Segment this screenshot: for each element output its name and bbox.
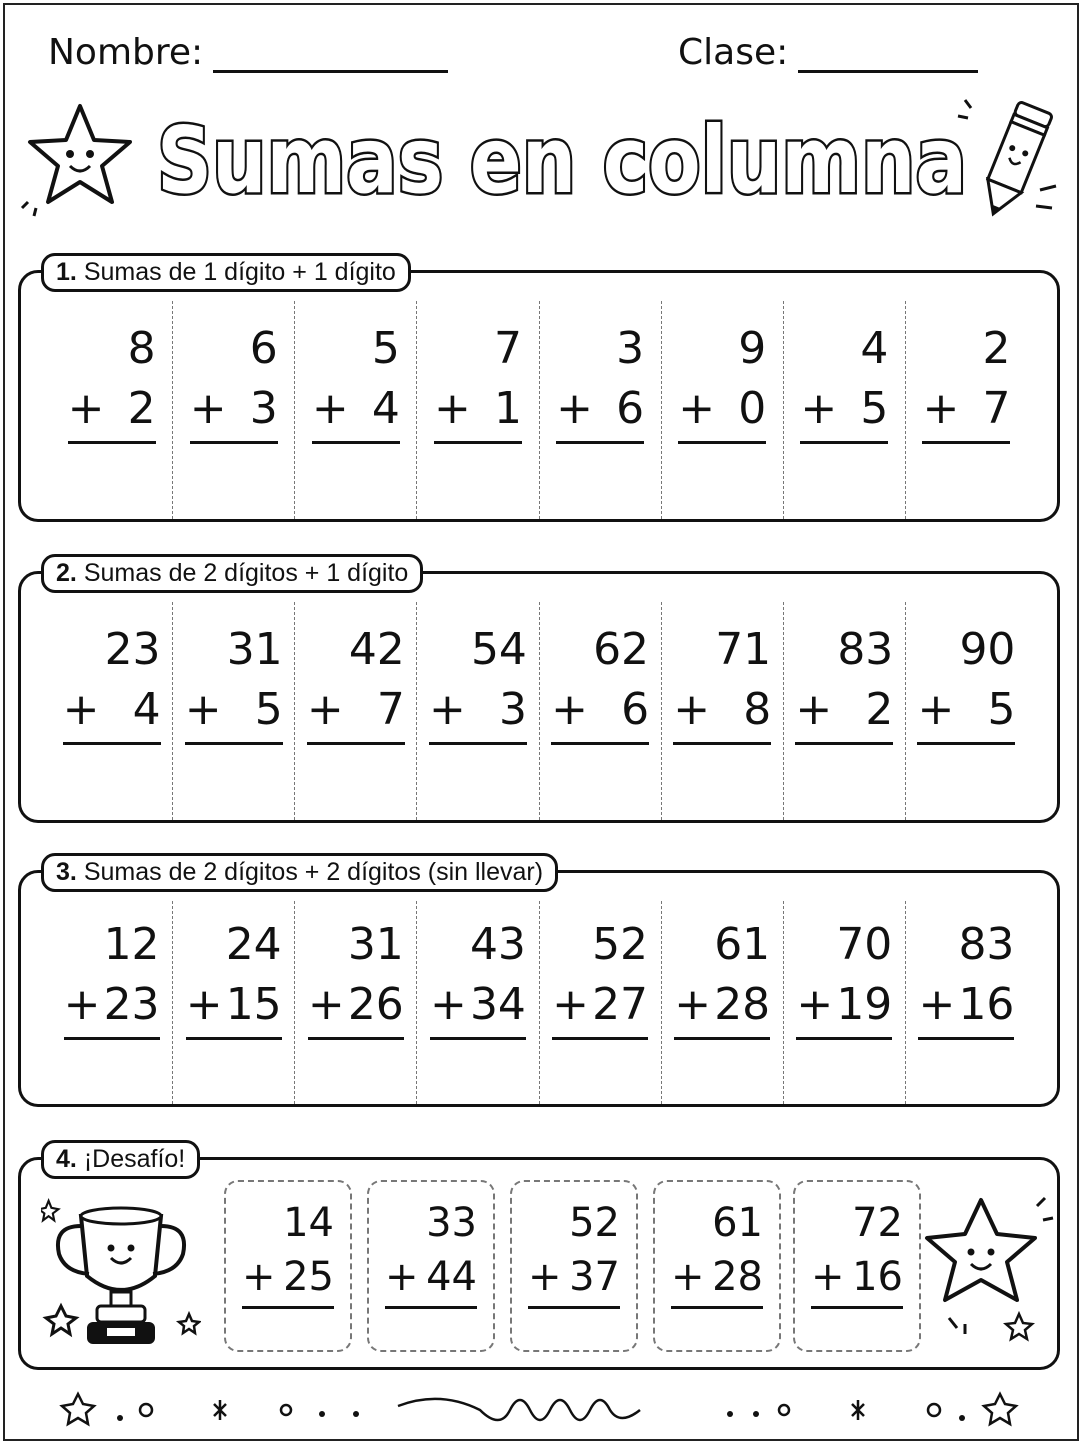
problem: 83 + 2: [795, 620, 893, 745]
answer-space[interactable]: [662, 1046, 783, 1101]
challenge-box[interactable]: [653, 1180, 781, 1352]
problem: 61 + 28: [671, 1196, 763, 1309]
answer-space[interactable]: [906, 752, 1027, 812]
challenge-box[interactable]: [224, 1180, 352, 1352]
class-label: Clase:: [678, 32, 789, 73]
section-4: [18, 1145, 1060, 1370]
problem: 71 + 8: [673, 620, 771, 745]
problem: 52 + 37: [528, 1196, 620, 1309]
problem: 5 + 4: [312, 319, 400, 444]
problem: 70 + 19: [796, 915, 892, 1040]
answer-space[interactable]: [51, 451, 172, 511]
problem: 4 + 5: [800, 319, 888, 444]
problem: 8 + 2: [68, 319, 156, 444]
star-icon: [984, 1394, 1016, 1424]
answer-space[interactable]: [417, 451, 538, 511]
problem: 23 + 4: [63, 620, 161, 745]
problem: 31 + 26: [308, 915, 404, 1040]
answer-space[interactable]: [51, 752, 172, 812]
section-3: [18, 858, 1060, 1107]
problem: 61 + 28: [674, 915, 770, 1040]
section-1-problems: [51, 301, 1027, 519]
problem: 42 + 7: [307, 620, 405, 745]
problem: 31 + 5: [185, 620, 283, 745]
answer-space[interactable]: [51, 1046, 172, 1101]
challenge-box[interactable]: [367, 1180, 495, 1352]
answer-space[interactable]: [173, 1046, 294, 1101]
section-1: [18, 258, 1060, 522]
problem: 2 + 7: [922, 319, 1010, 444]
answer-space[interactable]: [662, 752, 783, 812]
name-label: Nombre:: [48, 32, 204, 73]
section-3-label: 3. Sumas de 2 dígitos + 2 dígitos (sin llevar): [41, 853, 558, 892]
section-2-problems: [51, 602, 1027, 820]
star-mascot-icon: [919, 1188, 1059, 1358]
problem: 52 + 27: [552, 915, 648, 1040]
answer-space[interactable]: [417, 1046, 538, 1101]
name-line[interactable]: [213, 40, 448, 73]
trophy-icon: [41, 1196, 201, 1356]
problem: 83 + 16: [918, 915, 1014, 1040]
section-2-label: 2. Sumas de 2 dígitos + 1 dígito: [41, 554, 423, 593]
answer-space[interactable]: [662, 451, 783, 511]
page-title: Sumas en columna: [157, 107, 967, 214]
section-3-problems: [51, 901, 1027, 1104]
class-line[interactable]: [798, 40, 978, 73]
answer-space[interactable]: [295, 1046, 416, 1101]
problem: 33 + 44: [385, 1196, 477, 1309]
name-field[interactable]: [48, 32, 448, 73]
challenge-box[interactable]: [510, 1180, 638, 1352]
pencil-mascot-icon: [977, 101, 1053, 220]
problem: 54 + 3: [429, 620, 527, 745]
answer-space[interactable]: [540, 1046, 661, 1101]
star-mascot-icon: [22, 106, 130, 216]
footer-decoration: [0, 1386, 1086, 1436]
problem: 12 + 23: [64, 915, 160, 1040]
title-banner: [0, 90, 1086, 230]
answer-space[interactable]: [784, 752, 905, 812]
problem: 90 + 5: [917, 620, 1015, 745]
problem: 43 + 34: [430, 915, 526, 1040]
problem: 3 + 6: [556, 319, 644, 444]
answer-space[interactable]: [173, 451, 294, 511]
answer-space[interactable]: [784, 451, 905, 511]
answer-space[interactable]: [784, 1046, 905, 1101]
answer-space[interactable]: [540, 752, 661, 812]
problem: 62 + 6: [551, 620, 649, 745]
problem: 7 + 1: [434, 319, 522, 444]
problem: 72 + 16: [811, 1196, 903, 1309]
section-1-label: 1. Sumas de 1 dígito + 1 dígito: [41, 253, 411, 292]
answer-space[interactable]: [295, 752, 416, 812]
answer-space[interactable]: [906, 451, 1027, 511]
section-2: [18, 559, 1060, 823]
star-icon: [62, 1394, 94, 1424]
answer-space[interactable]: [173, 752, 294, 812]
problem: 9 + 0: [678, 319, 766, 444]
problem: 6 + 3: [190, 319, 278, 444]
problem: 24 + 15: [186, 915, 282, 1040]
section-4-label: 4. ¡Desafío!: [41, 1140, 200, 1179]
problem: 14 + 25: [242, 1196, 334, 1309]
answer-space[interactable]: [295, 451, 416, 511]
answer-space[interactable]: [417, 752, 538, 812]
answer-space[interactable]: [906, 1046, 1027, 1101]
answer-space[interactable]: [540, 451, 661, 511]
challenge-box[interactable]: [793, 1180, 921, 1352]
class-field[interactable]: [678, 32, 978, 73]
